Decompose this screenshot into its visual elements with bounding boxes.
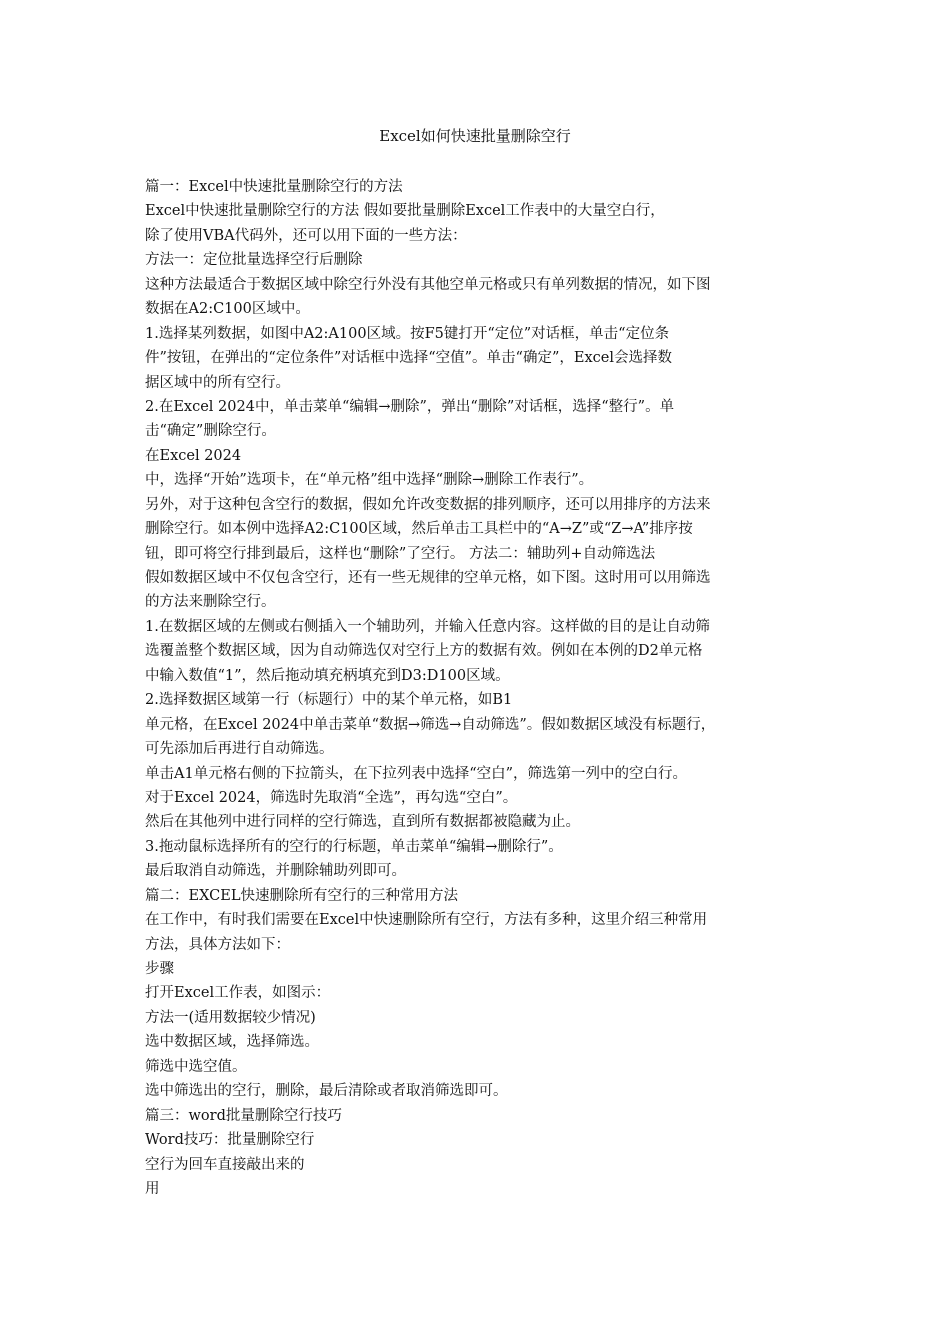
text-line: 这种方法最适合于数据区域中除空行外没有其他空单元格或只有单列数据的情况，如下图 (145, 276, 711, 293)
text-line: 在Excel 2024 (145, 447, 242, 464)
text-line: 1.选择某列数据，如图中A2:A100区域。按F5键打开“定位”对话框，单击“定位条 (145, 325, 670, 342)
text-line: 空行为回车直接敲出来的 (145, 1156, 305, 1173)
text-line: 钮，即可将空行排到最后，这样也“删除”了空行。 方法二：辅助列+自动筛选法 (145, 545, 656, 562)
document-title: Excel如何快速批量删除空行 (379, 127, 571, 145)
text-line: 数据在A2:C100区域中。 (145, 301, 310, 318)
text-line: 单元格，在Excel 2024中单击菜单“数据→筛选→自动筛选”。假如数据区域没有标题行， (145, 716, 716, 733)
text-line: 用 (145, 1180, 160, 1197)
text-line: 方法一(适用数据较少情况) (145, 1009, 316, 1026)
text-line: 的方法来删除空行。 (145, 594, 276, 611)
text-line: 中，选择“开始”选项卡，在“单元格”组中选择“删除→删除工作表行”。 (145, 472, 594, 489)
text-line: 篇一：Excel中快速批量删除空行的方法 (145, 179, 403, 195)
text-line: 删除空行。如本例中选择A2:C100区域，然后单击工具栏中的“A→Z”或“Z→A”排序按 (145, 521, 693, 538)
text-line: 选中数据区域，选择筛选。 (145, 1034, 319, 1051)
text-line: 最后取消自动筛选，并删除辅助列即可。 (145, 863, 406, 880)
text-line: 中输入数值“1”，然后拖动填充柄填充到D3:D100区域。 (145, 667, 510, 684)
text-line: 步骤 (145, 961, 174, 977)
text-line: 然后在其他列中进行同样的空行筛选，直到所有数据都被隐藏为止。 (145, 814, 580, 831)
text-line: Excel中快速批量删除空行的方法 假如要批量删除Excel工作表中的大量空白行， (145, 203, 665, 220)
text-line: 据区域中的所有空行。 (145, 374, 290, 391)
text-line: 1.在数据区域的左侧或右侧插入一个辅助列，并输入任意内容。这样做的目的是让自动筛 (145, 618, 710, 635)
text-line: 单击A1单元格右侧的下拉箭头，在下拉列表中选择“空白”，筛选第一列中的空白行。 (145, 765, 688, 782)
text-line: 件”按钮，在弹出的“定位条件”对话框中选择“空值”。单击“确定”，Excel会选择数 (145, 350, 672, 367)
text-line: 可先添加后再进行自动筛选。 (145, 741, 334, 758)
text-line: 篇二：EXCEL快速删除所有空行的三种常用方法 (145, 887, 458, 904)
text-line: 打开Excel工作表，如图示： (145, 985, 331, 1002)
text-line: 篇三：word批量删除空行技巧 (145, 1107, 342, 1124)
text-line: Word技巧：批量删除空行 (145, 1132, 315, 1149)
text-line: 对于Excel 2024，筛选时先取消“全选”，再勾选“空白”。 (145, 789, 518, 806)
text-line: 击“确定”删除空行。 (145, 423, 276, 440)
text-line: 2.选择数据区域第一行（标题行）中的某个单元格，如B1 (145, 692, 513, 709)
text-line: 选覆盖整个数据区域，因为自动筛选仅对空行上方的数据有效。例如在本例的D2单元格 (145, 643, 703, 660)
text-line: 除了使用VBA代码外，还可以用下面的一些方法： (145, 227, 467, 244)
text-line: 选中筛选出的空行，删除，最后清除或者取消筛选即可。 (145, 1083, 508, 1100)
text-line: 3.拖动鼠标选择所有的空行的行标题，单击菜单“编辑→删除行”。 (145, 838, 563, 855)
text-line: 假如数据区域中不仅包含空行，还有一些无规律的空单元格，如下图。这时用可以用筛选 (145, 570, 711, 586)
text-line: 在工作中，有时我们需要在Excel中快速删除所有空行，方法有多种，这里介绍三种常用 (145, 912, 708, 929)
text-line: 另外，对于这种包含空行的数据，假如允许改变数据的排列顺序，还可以用排序的方法来 (145, 496, 711, 513)
text-line: 筛选中选空值。 (145, 1058, 247, 1075)
text-line: 2.在Excel 2024中，单击菜单“编辑→删除”，弹出“删除”对话框，选择“整行”。单 (145, 398, 675, 415)
text-line: 方法一：定位批量选择空行后删除 (145, 252, 363, 269)
text-line: 方法，具体方法如下： (145, 936, 290, 953)
document-body (145, 175, 820, 1201)
